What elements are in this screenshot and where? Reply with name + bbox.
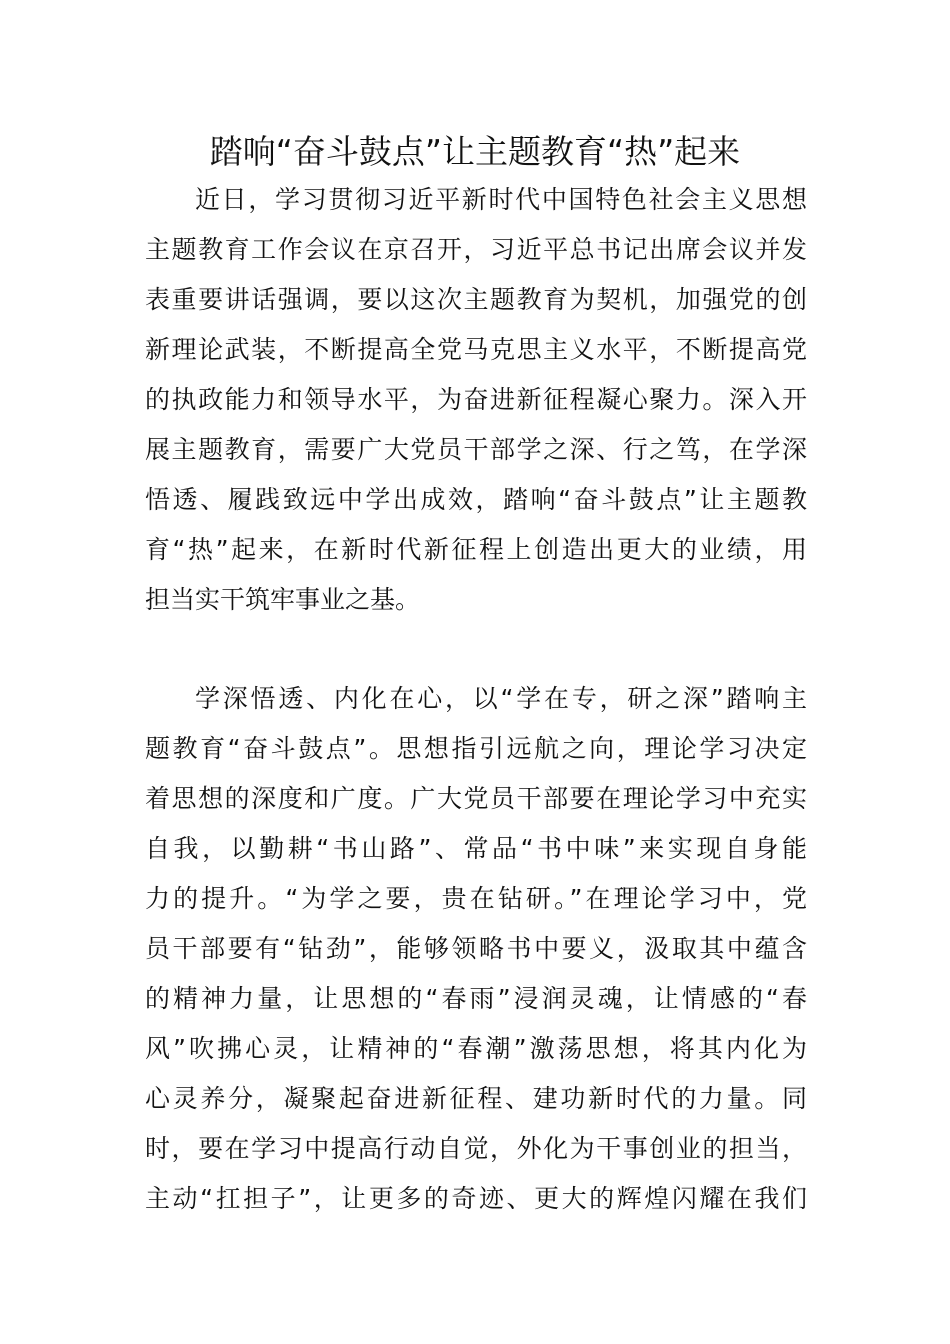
paragraph-line: 学深悟透、内化在心，以“学在专，研之深”踏响主: [195, 684, 807, 713]
paragraph-line: 主动“扛担子”，让更多的奇迹、更大的辉煌闪耀在我们: [145, 1184, 807, 1213]
paragraph-line: 主题教育工作会议在京召开，习近平总书记出席会议并发: [145, 235, 807, 264]
paragraph-line: 近日，学习贯彻习近平新时代中国特色社会主义思想: [195, 185, 807, 214]
paragraph-line: 的精神力量，让思想的“春雨”浸润灵魂，让情感的“春: [145, 984, 807, 1013]
paragraph-line: 风”吹拂心灵，让精神的“春潮”激荡思想，将其内化为: [145, 1034, 807, 1063]
paragraph-line: 员干部要有“钻劲”，能够领略书中要义，汲取其中蕴含: [145, 934, 807, 963]
document-title: 踏响“奋斗鼓点”让主题教育“热”起来: [209, 132, 741, 171]
paragraph-line: 着思想的深度和广度。广大党员干部要在理论学习中充实: [145, 784, 807, 813]
paragraph-line: 新理论武装，不断提高全党马克思主义水平，不断提高党: [145, 335, 807, 364]
paragraph-line: 的执政能力和领导水平，为奋进新征程凝心聚力。深入开: [145, 385, 807, 414]
paragraph-line: 心灵养分，凝聚起奋进新征程、建功新时代的力量。同: [145, 1084, 807, 1113]
paragraph-line: 力的提升。“为学之要，贵在钻研。”在理论学习中，党: [145, 884, 807, 913]
paragraph-line: 担当实干筑牢事业之基。: [145, 585, 421, 614]
paragraph-line: 时，要在学习中提高行动自觉，外化为干事创业的担当，: [145, 1134, 807, 1163]
paragraph-line: 悟透、履践致远中学出成效，踏响“奋斗鼓点”让主题教: [145, 485, 807, 514]
paragraph-line: 表重要讲话强调，要以这次主题教育为契机，加强党的创: [145, 285, 807, 314]
paragraph-line: 题教育“奋斗鼓点”。思想指引远航之向，理论学习决定: [145, 734, 807, 763]
paragraph-line: 自我，以勤耕“书山路”、常品“书中味”来实现自身能: [145, 834, 807, 863]
paragraph-line: 育“热”起来，在新时代新征程上创造出更大的业绩，用: [145, 535, 807, 564]
paragraph-line: 展主题教育，需要广大党员干部学之深、行之笃，在学深: [145, 435, 807, 464]
